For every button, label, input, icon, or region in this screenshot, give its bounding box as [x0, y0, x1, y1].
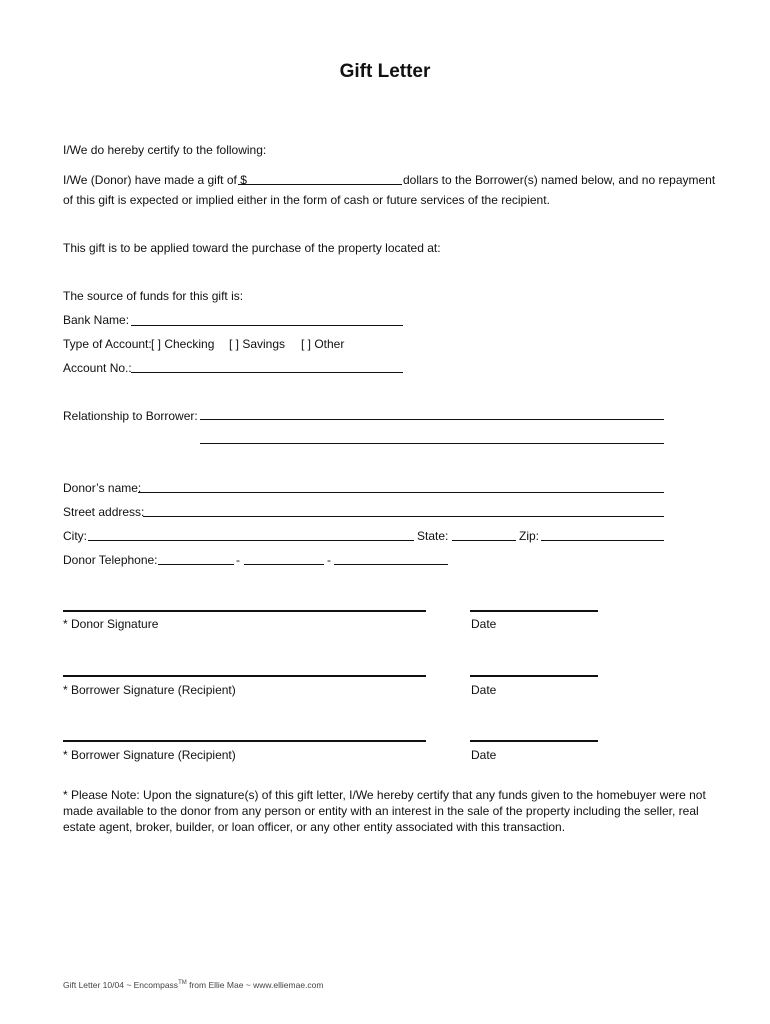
- checkbox-savings[interactable]: [ ] Savings: [229, 337, 286, 351]
- donor-date-label: Date: [471, 617, 497, 631]
- telephone-prefix-field[interactable]: [244, 564, 324, 565]
- account-no-label: Account No.:: [63, 361, 132, 375]
- relationship-field-1[interactable]: [200, 419, 664, 420]
- donor-signature-date-field[interactable]: [470, 610, 598, 612]
- street-address-field[interactable]: [143, 516, 664, 517]
- bank-name-field[interactable]: [131, 325, 403, 326]
- borrower-date-label-1: Date: [471, 683, 497, 697]
- donor-signature-label: * Donor Signature: [63, 617, 159, 631]
- footer-prefix: Gift Letter 10/04 ~ Encompass: [63, 979, 179, 990]
- checkbox-other[interactable]: [ ] Other: [301, 337, 345, 351]
- zip-field[interactable]: [541, 540, 664, 541]
- account-type-label: Type of Account:: [63, 337, 152, 351]
- telephone-separator: -: [236, 553, 240, 567]
- telephone-label: Donor Telephone:: [63, 553, 158, 567]
- source-text: The source of funds for this gift is:: [63, 289, 244, 303]
- page-footer: [63, 976, 324, 992]
- disclaimer-note: * Please Note: Upon the signature(s) of this gift letter, I/We hereby certify that any funds given to the homebuyer were not made available to the donor from any person or entity with an interest in the sale of the property including the seller, real estate agent, broker, builder, or loan officer, or any other entity associated with this transaction.: [63, 788, 706, 834]
- telephone-line-field[interactable]: [334, 564, 448, 565]
- telephone-separator: -: [327, 553, 331, 567]
- borrower-date-label-2: Date: [471, 748, 497, 762]
- trademark-mark: TM: [178, 980, 187, 986]
- footer-url-link[interactable]: www.elliemae.com: [253, 979, 324, 990]
- state-label: State:: [417, 529, 449, 543]
- relationship-field-2[interactable]: [200, 443, 664, 444]
- street-address-label: Street address:: [63, 505, 145, 519]
- account-no-field[interactable]: [131, 372, 403, 373]
- intro-text: I/We do hereby certify to the following:: [63, 143, 267, 157]
- telephone-area-field[interactable]: [158, 564, 234, 565]
- bank-name-label: Bank Name:: [63, 313, 130, 327]
- donor-name-field[interactable]: [138, 492, 664, 493]
- state-field[interactable]: [452, 540, 516, 541]
- footer-middle: from Ellie Mae ~: [186, 979, 254, 990]
- checkbox-checking[interactable]: [ ] Checking: [151, 337, 215, 351]
- page-title: Gift Letter: [339, 61, 431, 82]
- city-label: City:: [63, 529, 87, 543]
- relationship-label: Relationship to Borrower:: [63, 409, 198, 423]
- gift-line-suffix: dollars to the Borrower(s) named below, and no repayment: [403, 173, 716, 187]
- zip-label: Zip:: [519, 529, 540, 543]
- borrower-signature-date-field-2[interactable]: [470, 740, 598, 742]
- donor-signature-field[interactable]: [63, 610, 426, 612]
- borrower-signature-label-2: * Borrower Signature (Recipient): [63, 748, 236, 762]
- borrower-signature-date-field-1[interactable]: [470, 675, 598, 677]
- gift-line-prefix: I/We (Donor) have made a gift of $: [63, 173, 247, 187]
- donor-name-label: Donor’s name:: [63, 481, 142, 495]
- borrower-signature-field-1[interactable]: [63, 675, 426, 677]
- property-text: This gift is to be applied toward the purchase of the property located at:: [63, 241, 441, 255]
- city-field[interactable]: [88, 540, 414, 541]
- borrower-signature-label-1: * Borrower Signature (Recipient): [63, 683, 236, 697]
- gift-amount-field[interactable]: [238, 184, 402, 185]
- gift-line-continuation: of this gift is expected or implied either in the form of cash or future services of the recipient.: [63, 193, 550, 207]
- borrower-signature-field-2[interactable]: [63, 740, 426, 742]
